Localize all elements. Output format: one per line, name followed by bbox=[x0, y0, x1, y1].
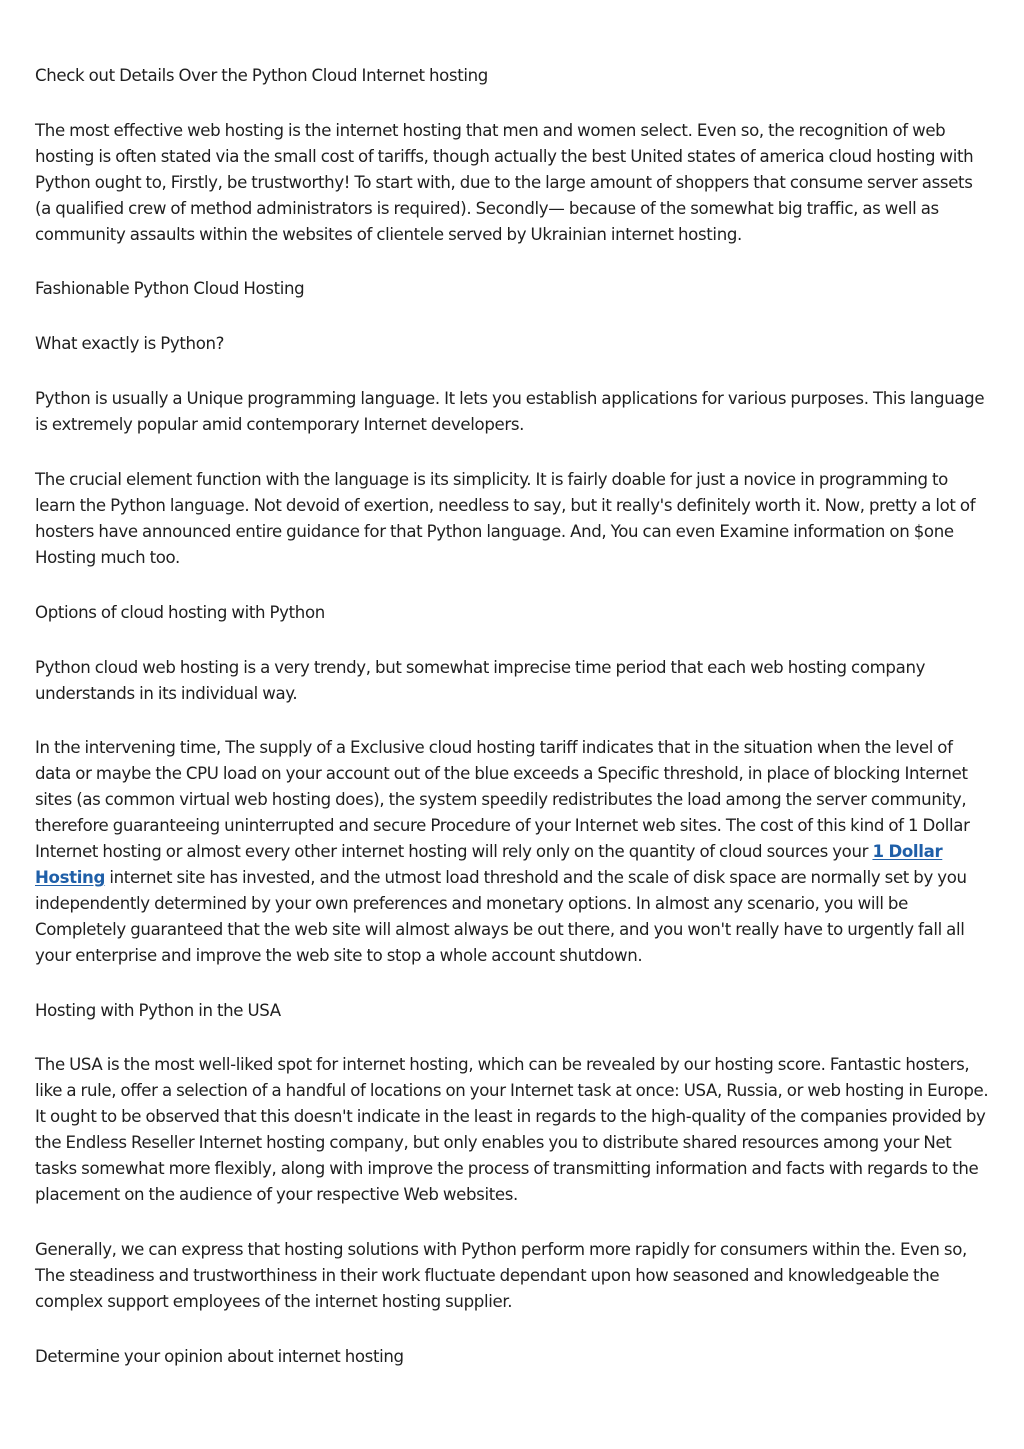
paragraph-simplicity: The crucial element function with the language is its simplicity. It is fairly doable for just a novice in programming to learn the Python language. Not devoid of exertion, needless to say, but it really's definitely worth it. Now, pretty a lot of hosters have announced entire guidance for that Python language. And, You can even Examine information on $one Hosting much too. bbox=[35, 470, 976, 567]
section-heading-fashionable: Fashionable Python Cloud Hosting bbox=[35, 279, 305, 299]
one-dollar-hosting-link[interactable]: 1 Dollar Hosting bbox=[35, 842, 943, 887]
section-heading-what-is-python: What exactly is Python? bbox=[35, 334, 225, 354]
section-heading-opinion: Determine your opinion about internet hosting bbox=[35, 1346, 404, 1366]
document-title: Check out Details Over the Python Cloud Internet hosting bbox=[35, 66, 488, 85]
section-heading-options: Options of cloud hosting with Python bbox=[35, 602, 325, 622]
paragraph-generally: Generally, we can express that hosting solutions with Python perform more rapidly for consumers within the. Even so, The steadiness and trustworthiness in their work fluctuate dependant upon how seasoned and knowledgeable the complex support employees of the internet hosting supplier. bbox=[35, 1239, 967, 1311]
paragraph-usa: The USA is the most well-liked spot for internet hosting, which can be revealed by our hosting score. Fantastic hosters, like a rule, offer a selection of a handful of locations on your Internet task at once: USA, Russia, or web hosting in Europe. It ought to be observed that this doesn't indicate in the least in regards to the high-quality of the companies provided by the Endless Reseller Internet hosting company, but only enables you to distribute shared resources among your Net tasks somewhat more flexibly, along with improve the process of transmitting information and facts with regards to the placement on the audience of your respective Web websites. bbox=[35, 1055, 989, 1204]
paragraph-tariff-text-after: internet site has invested, and the utmost load threshold and the scale of disk space are normally set by you independently determined by your own preferences and monetary options. In almost any scenario, you will be Completely guaranteed that the web site will almost always be out there, and you won't really have to urgently fall all your enterprise and improve the web site to stop a whole account shutdown. bbox=[35, 867, 967, 965]
section-heading-usa: Hosting with Python in the USA bbox=[35, 1000, 281, 1020]
paragraph-python-language: Python is usually a Unique programming language. It lets you establish applications for various purposes. This language is extremely popular amid contemporary Internet developers. bbox=[35, 389, 985, 435]
paragraph-intro: The most effective web hosting is the internet hosting that men and women select. Even so, the recognition of web hosting is often stated via the small cost of tariffs, though actually the best United states of america cloud hosting with Python ought to, Firstly, be trustworthy! To start with, due to the large amount of shoppers that consume server assets (a qualified crew of method administrators is required). Secondly— because of the somewhat big traffic, as well as community assaults within the websites of clientele served by Ukrainian internet hosting. bbox=[35, 120, 974, 244]
paragraph-trendy: Python cloud web hosting is a very trendy, but somewhat imprecise time period that each web hosting company understands in its individual way. bbox=[35, 657, 926, 703]
paragraph-tariff-text-before: In the intervening time, The supply of a Exclusive cloud hosting tariff indicates that in the situation when the level of data or maybe the CPU load on your account out of the blue exceeds a Specific threshold, in place of blocking Internet sites (as common virtual web hosting does), the system speedily redistributes the load among the server community, therefore guaranteeing uninterrupted and secure Procedure of your Internet web sites. The cost of this kind of 1 Dollar Internet hosting or almost every other internet hosting will rely only on the quantity of cloud sources your bbox=[35, 738, 970, 862]
paragraph-tariff bbox=[35, 735, 990, 968]
